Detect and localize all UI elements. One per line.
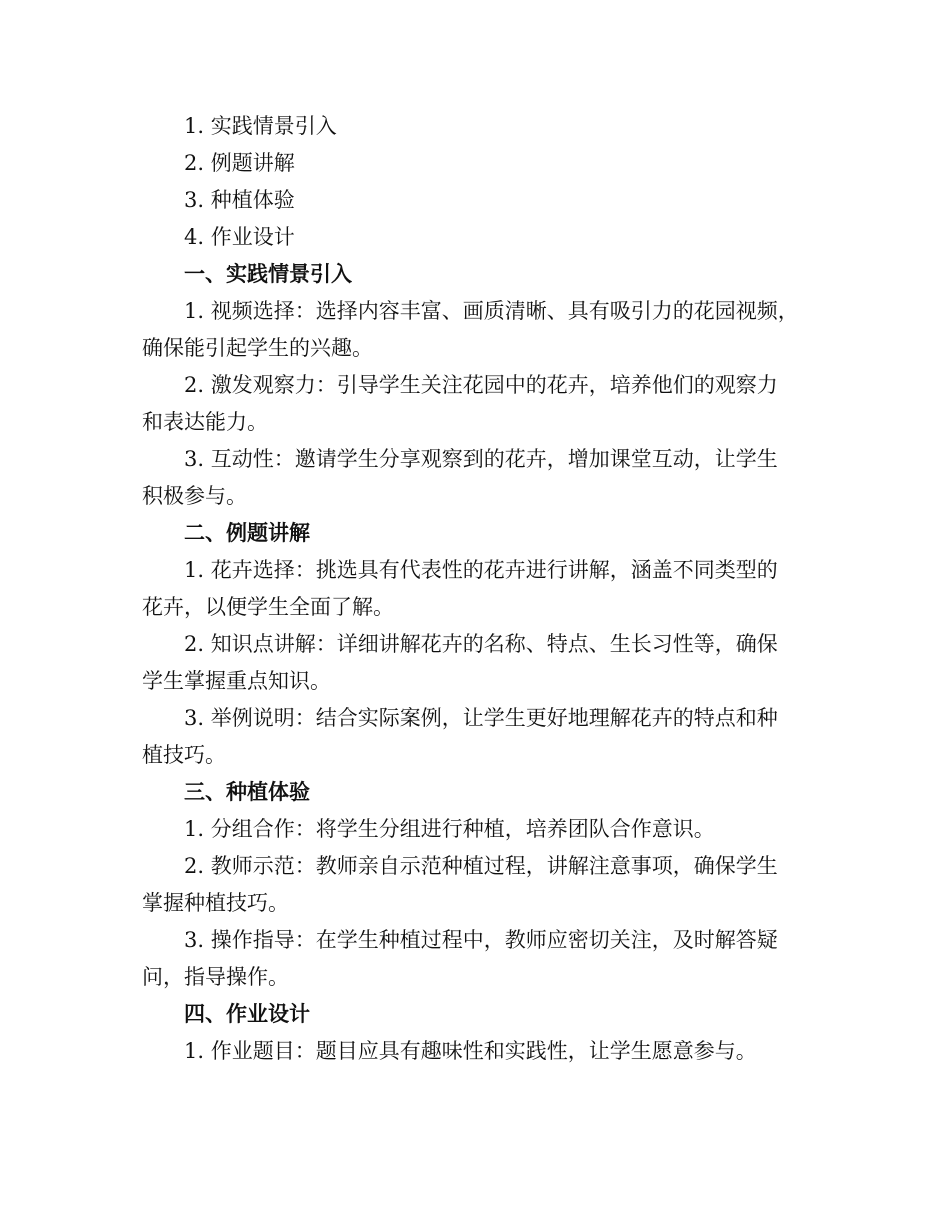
section-3 <box>142 774 806 996</box>
paragraph: 3. 操作指导：在学生种植过程中，教师应密切关注，及时解答疑 问，指导操作。 <box>142 928 778 989</box>
paragraph: 1. 花卉选择：挑选具有代表性的花卉进行讲解，涵盖不同类型的 花卉，以便学生全面了解。 <box>142 558 778 619</box>
paragraph: 2. 知识点讲解：详细讲解花卉的名称、特点、生长习性等，确保 学生掌握重点知识。 <box>142 632 778 693</box>
paragraph: 2. 激发观察力：引导学生关注花园中的花卉，培养他们的观察力 和表达能力。 <box>142 373 778 434</box>
paragraph: 3. 互动性：邀请学生分享观察到的花卉，增加课堂互动，让学生 积极参与。 <box>142 447 778 508</box>
paragraph: 2. 教师示范：教师亲自示范种植过程，讲解注意事项，确保学生 掌握种植技巧。 <box>142 854 778 915</box>
section-heading: 二、例题讲解 <box>184 521 310 545</box>
section-1 <box>142 256 806 515</box>
outline-item: 3. 种植体验 <box>184 188 295 212</box>
outline-item: 4. 作业设计 <box>184 225 295 249</box>
outline-list <box>142 108 806 256</box>
section-heading: 一、实践情景引入 <box>184 262 352 286</box>
section-heading: 四、作业设计 <box>184 1002 310 1026</box>
section-2 <box>142 515 806 774</box>
section-heading: 三、种植体验 <box>184 780 310 804</box>
paragraph: 1. 作业题目：题目应具有趣味性和实践性，让学生愿意参与。 <box>184 1039 757 1063</box>
paragraph: 1. 视频选择：选择内容丰富、画质清晰、具有吸引力的花园视频， 确保能引起学生的兴趣。 <box>142 299 799 360</box>
outline-item: 2. 例题讲解 <box>184 151 295 175</box>
outline-item: 1. 实践情景引入 <box>184 114 337 138</box>
paragraph: 1. 分组合作：将学生分组进行种植，培养团队合作意识。 <box>184 817 715 841</box>
document-page <box>142 108 806 1070</box>
section-4 <box>142 996 806 1070</box>
paragraph: 3. 举例说明：结合实际案例，让学生更好地理解花卉的特点和种 植技巧。 <box>142 706 778 767</box>
